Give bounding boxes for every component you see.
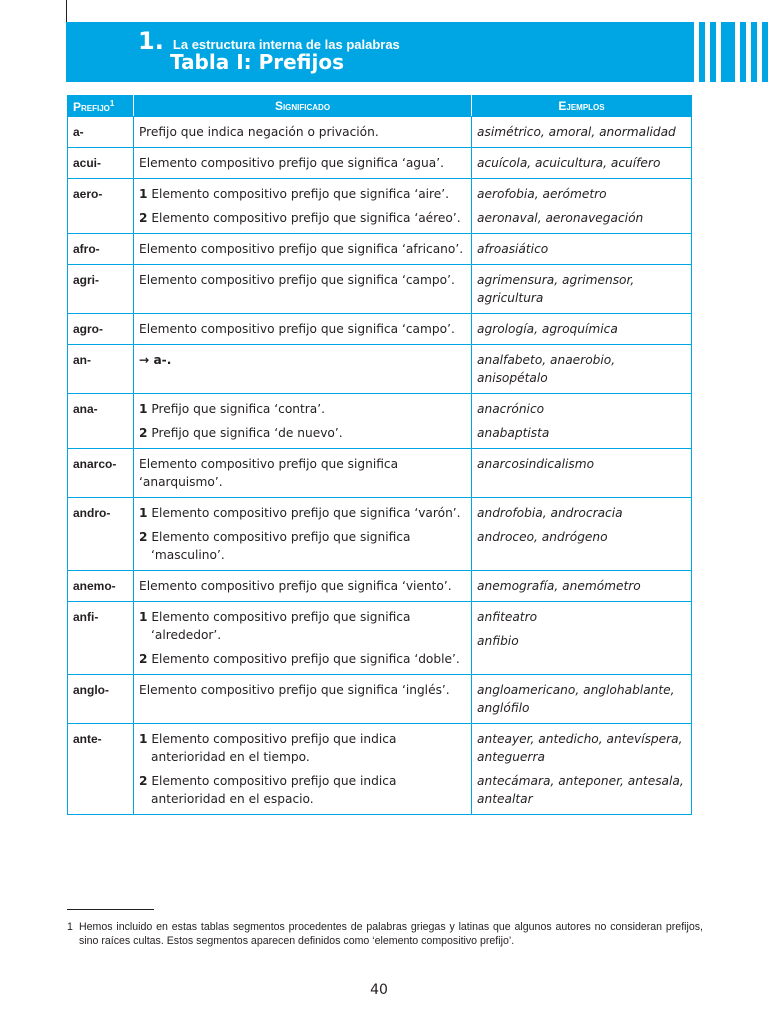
sense-text: → a-. — [139, 353, 172, 367]
meaning-cell — [134, 602, 472, 675]
table-row — [68, 498, 692, 571]
sense-text: Elemento compositivo prefijo que significa ‘doble’. — [151, 652, 460, 666]
sense-number: 2 — [139, 211, 148, 225]
example-words: afroasiático — [477, 242, 549, 256]
sense-text: Elemento compositivo prefijo que significa ‘aéreo’. — [151, 211, 461, 225]
example-words: aeronaval, aeronavegación — [477, 211, 644, 225]
footnote — [67, 920, 703, 948]
meaning-cell — [134, 314, 472, 345]
sense-item — [139, 681, 466, 699]
examples-cell — [472, 498, 692, 571]
table-row — [68, 265, 692, 314]
sense-number: 2 — [139, 652, 148, 666]
prefix-cell: anarco- — [68, 449, 134, 498]
sense-item — [139, 185, 466, 203]
sense-item — [139, 608, 466, 644]
examples-cell — [472, 148, 692, 179]
table-body — [68, 117, 692, 815]
meaning-cell — [134, 394, 472, 449]
example-words: angloamericano, anglohablante, anglófilo — [477, 683, 675, 715]
footnote-rule — [67, 909, 154, 910]
sense-text: Elemento compositivo prefijo que indica anterioridad en el tiempo. — [151, 732, 397, 764]
sense-text: Elemento compositivo prefijo que significa ‘agua’. — [139, 156, 444, 170]
example-words: acuícola, acuicultura, acuífero — [477, 156, 661, 170]
prefix-cell: agri- — [68, 265, 134, 314]
example-words: agrología, agroquímica — [477, 322, 618, 336]
sense-item — [139, 455, 466, 491]
sense-text: Elemento compositivo prefijo que indica anterioridad en el espacio. — [151, 774, 397, 806]
example-words: agrimensura, agrimensor, agricultura — [477, 273, 635, 305]
examples-cell — [472, 675, 692, 724]
sense-number: 1 — [139, 506, 148, 520]
prefix-cell: ante- — [68, 724, 134, 815]
prefix-cell: acui- — [68, 148, 134, 179]
example-words: asimétrico, amoral, anormalidad — [477, 125, 676, 139]
table-row — [68, 345, 692, 394]
footnote-mark: 1 — [67, 921, 73, 933]
sense-item — [139, 730, 466, 766]
sense-text: Elemento compositivo prefijo que significa ‘anarquismo’. — [139, 457, 399, 489]
example-words: anacrónico — [477, 402, 545, 416]
meaning-cell — [134, 148, 472, 179]
sense-number: 1 — [139, 187, 148, 201]
prefix-cell: anemo- — [68, 571, 134, 602]
footnote-reference: 1 — [109, 98, 115, 108]
prefix-cell: anfi- — [68, 602, 134, 675]
table-row — [68, 179, 692, 234]
sense-text: Elemento compositivo prefijo que significa ‘africano’. — [139, 242, 464, 256]
table-row — [68, 117, 692, 148]
meaning-cell — [134, 571, 472, 602]
sense-text: Elemento compositivo prefijo que significa ‘varón’. — [151, 506, 461, 520]
example-words: anabaptista — [477, 426, 550, 440]
example-words: antecámara, anteponer, antesala, antealtar — [477, 774, 684, 806]
sense-item — [139, 650, 466, 668]
sense-item — [139, 123, 466, 141]
example-words: aerofobia, aerómetro — [477, 187, 607, 201]
sense-number: 1 — [139, 732, 148, 746]
sense-item — [139, 271, 466, 289]
prefix-table — [67, 95, 692, 815]
meaning-cell — [134, 117, 472, 148]
table-header-row — [68, 96, 692, 117]
table-row — [68, 571, 692, 602]
sense-number: 1 — [139, 610, 148, 624]
examples-cell — [472, 449, 692, 498]
examples-cell — [472, 345, 692, 394]
column-header-examples: Ejemplos — [472, 96, 692, 117]
examples-cell — [472, 571, 692, 602]
column-header-meaning: Significado — [134, 96, 472, 117]
meaning-cell — [134, 234, 472, 265]
prefix-cell: anglo- — [68, 675, 134, 724]
sense-text: Elemento compositivo prefijo que significa ‘campo’. — [139, 273, 455, 287]
table-row — [68, 602, 692, 675]
sense-text: Prefijo que significa ‘de nuevo’. — [151, 426, 343, 440]
examples-cell — [472, 179, 692, 234]
table-row — [68, 675, 692, 724]
sense-item — [139, 240, 466, 258]
sense-item — [139, 400, 466, 418]
table-row — [68, 449, 692, 498]
example-words: analfabeto, anaerobio, anisopétalo — [477, 353, 616, 385]
examples-cell — [472, 234, 692, 265]
example-words: anteayer, antedicho, antevíspera, anteguerra — [477, 732, 683, 764]
sense-text: Elemento compositivo prefijo que significa ‘aire’. — [151, 187, 450, 201]
sense-item — [139, 504, 466, 522]
sense-item — [139, 351, 466, 369]
table-row — [68, 148, 692, 179]
table-row — [68, 394, 692, 449]
meaning-cell — [134, 724, 472, 815]
sense-number: 2 — [139, 426, 148, 440]
sense-text: Prefijo que significa ‘contra’. — [151, 402, 326, 416]
examples-cell — [472, 394, 692, 449]
prefix-cell: aero- — [68, 179, 134, 234]
sense-text: Elemento compositivo prefijo que significa ‘alrededor’. — [151, 610, 411, 642]
sense-item — [139, 424, 466, 442]
sense-item — [139, 772, 466, 808]
meaning-cell — [134, 179, 472, 234]
sense-item — [139, 209, 466, 227]
table-title: Tabla I: Prefijos — [170, 50, 345, 74]
examples-cell — [472, 314, 692, 345]
example-words: androceo, andrógeno — [477, 530, 608, 544]
sense-item — [139, 528, 466, 564]
sense-item — [139, 577, 466, 595]
prefix-cell: agro- — [68, 314, 134, 345]
sense-text: Elemento compositivo prefijo que significa ‘campo’. — [139, 322, 455, 336]
example-words: anemografía, anemómetro — [477, 579, 641, 593]
sense-number: 1 — [139, 402, 148, 416]
example-words: anarcosindicalismo — [477, 457, 595, 471]
prefix-cell: an- — [68, 345, 134, 394]
column-header-prefix: Prefijo$^1$ — [68, 96, 134, 117]
example-words: androfobia, androcracia — [477, 506, 623, 520]
meaning-cell — [134, 345, 472, 394]
example-words: anfibio — [477, 634, 519, 648]
examples-cell — [472, 724, 692, 815]
sense-text: Elemento compositivo prefijo que significa ‘inglés’. — [139, 683, 450, 697]
decorative-stripes — [694, 22, 768, 82]
sense-text: Elemento compositivo prefijo que significa ‘viento’. — [139, 579, 452, 593]
sense-item — [139, 320, 466, 338]
sense-text: Elemento compositivo prefijo que significa ‘masculino’. — [151, 530, 411, 562]
chapter-title: La estructura interna de las palabras — [172, 37, 400, 52]
page-number: 40 — [370, 982, 388, 998]
meaning-cell — [134, 498, 472, 571]
examples-cell — [472, 602, 692, 675]
prefix-cell: ana- — [68, 394, 134, 449]
sense-number: 2 — [139, 774, 148, 788]
sense-item — [139, 154, 466, 172]
examples-cell — [472, 117, 692, 148]
meaning-cell — [134, 675, 472, 724]
table-row — [68, 234, 692, 265]
table-row — [68, 724, 692, 815]
examples-cell — [472, 265, 692, 314]
chapter-number: 1. — [138, 27, 164, 55]
sense-text: Prefijo que indica negación o privación. — [139, 125, 379, 139]
chapter-header — [66, 22, 768, 82]
prefix-cell: andro- — [68, 498, 134, 571]
prefix-cell: a- — [68, 117, 134, 148]
meaning-cell — [134, 449, 472, 498]
sense-number: 2 — [139, 530, 148, 544]
footnote-text: Hemos incluido en estas tablas segmentos procedentes de palabras griegas y latinas que algunos autores no consideran prefijos, sino raíces cultas. Estos segmentos aparecen definidos como ‘elemento compositivo prefijo’. — [79, 921, 703, 947]
prefix-cell: afro- — [68, 234, 134, 265]
example-words: anfiteatro — [477, 610, 538, 624]
margin-rule — [66, 0, 67, 22]
table-row — [68, 314, 692, 345]
meaning-cell — [134, 265, 472, 314]
